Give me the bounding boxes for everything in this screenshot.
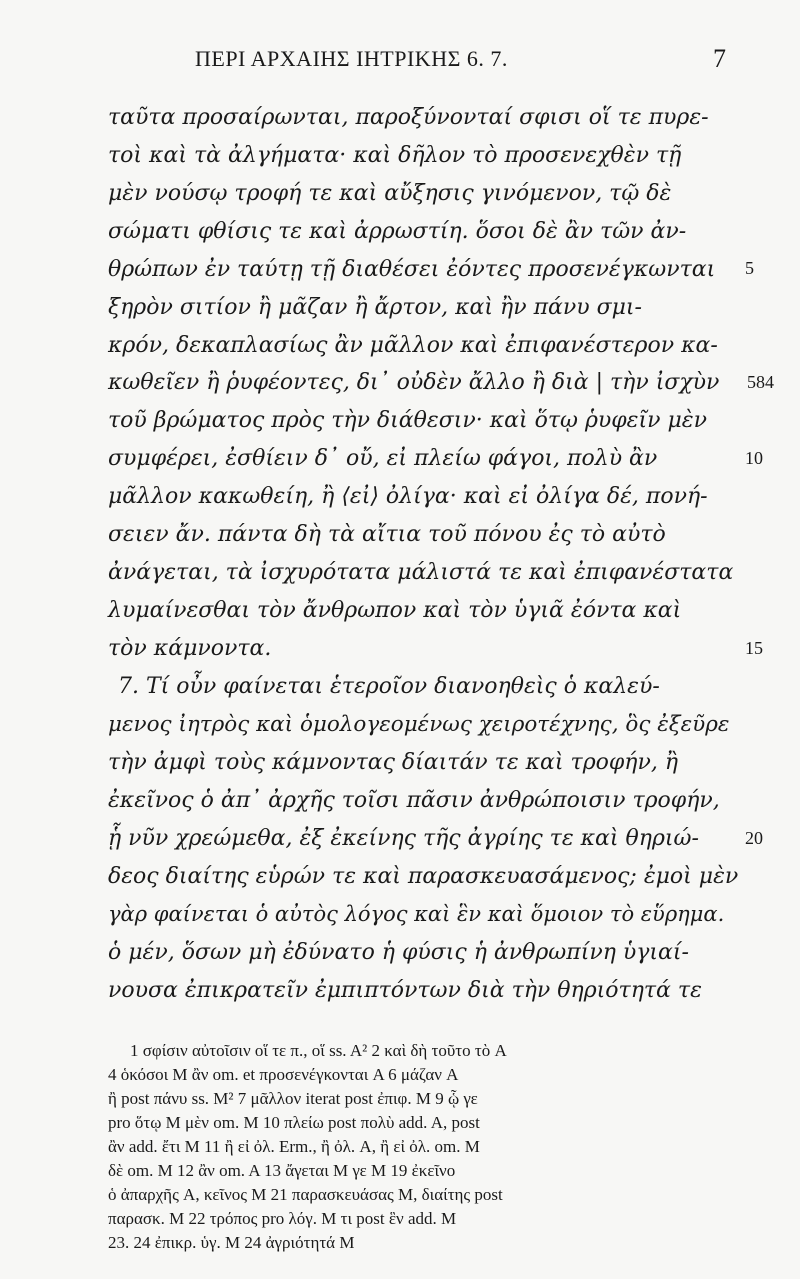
text-line: τοῦ βρώματος πρὸς τὴν διάθεσιν· καὶ ὅτῳ ῥυφεῖν μὲν: [108, 408, 707, 433]
text-line: δεος διαίτης εὑρών τε καὶ παρασκευασάμενος; ἐμοὶ μὲν: [108, 864, 739, 889]
text-line: μὲν νούσῳ τροφή τε καὶ αὔξησις γινόμενον, τῷ δὲ: [108, 181, 672, 206]
text-line: ταῦτα προσαίρωνται, παροξύνονταί σφισι οἵ τε πυρε-: [108, 105, 709, 130]
page-number: 7: [713, 44, 726, 73]
text-line: σώματι φθίσις τε καὶ ἀρρωστίη. ὅσοι δὲ ἂν τῶν ἀν-: [108, 219, 687, 244]
footnote-line: pro ὅτῳ M μὲν om. M 10 πλείω post πολὺ add. A, post: [108, 1113, 480, 1132]
line-number: 10: [745, 448, 763, 468]
text-line: θρώπων ἐν ταύτῃ τῇ διαθέσει ἐόντες προσενέγκωνται: [108, 257, 716, 282]
line-number: 20: [745, 828, 763, 848]
text-line: ᾗ νῦν χρεώμεθα, ἐξ ἐκείνης τῆς ἀγρίης τε καὶ θηριώ-: [108, 826, 699, 851]
text-line: τὴν ἀμφὶ τοὺς κάμνοντας δίαιτάν τε καὶ τροφήν, ἢ: [108, 750, 679, 775]
footnote-line: ἢ post πάνυ ss. M² 7 μᾶλλον iterat post ἐπιφ. M 9 ᾧ γε: [108, 1089, 478, 1108]
text-line: συμφέρει, ἐσθίειν δ᾽ οὔ, εἰ πλείω φάγοι, πολὺ ἂν: [108, 446, 658, 471]
footnote-line: 1 σφίσιν αὐτοῖσιν οἵ τε π., οἵ ss. A² 2 καὶ δὴ τοῦτο τὸ A: [130, 1041, 507, 1060]
footnote-line: παρασκ. M 22 τρόπος pro λόγ. M τι post ἓν add. M: [108, 1209, 457, 1228]
text-line: ὁ μέν, ὅσων μὴ ἐδύνατο ἡ φύσις ἡ ἀνθρωπίνη ὑγιαί-: [108, 940, 689, 965]
footnote-line: 4 ὁκόσοι M ἂν om. et προσενέγκονται A 6 μάζαν A: [108, 1065, 459, 1084]
footnote-line: ὁ ἀπαρχῆς A, κεῖνος M 21 παρασκευάσας M, διαίτης post: [108, 1185, 503, 1204]
text-line: σειεν ἄν. πάντα δὴ τὰ αἴτια τοῦ πόνου ἐς τὸ αὐτὸ: [108, 522, 666, 547]
text-line: ἀνάγεται, τὰ ἰσχυρότατα μάλιστά τε καὶ ἐπιφανέστατα: [108, 560, 734, 585]
footnote-line: δὲ om. M 12 ἂν om. A 13 ἄγεται M γε M 19 ἐκεῖνο: [108, 1161, 456, 1180]
running-head: ΠΕΡΙ ΑΡΧΑΙΗΣ ΙΗΤΡΙΚΗΣ 6. 7.: [195, 46, 508, 71]
text-line: νουσα ἐπικρατεῖν ἐμπιπτόντων διὰ τὴν θηριότητά τε: [108, 978, 702, 1003]
footnote-line: 23. 24 ἐπικρ. ὑγ. M 24 ἀγριότητά M: [108, 1233, 355, 1252]
text-line: ξηρὸν σιτίον ἢ μᾶζαν ἢ ἄρτον, καὶ ἢν πάνυ σμι-: [108, 295, 642, 320]
footnote-line: ἂν add. ἔτι M 11 ἢ εἰ ὀλ. Erm., ἢ ὀλ. A, ἢ εἰ ὀλ. om. M: [108, 1137, 480, 1156]
line-number: 15: [745, 638, 763, 658]
line-number: 5: [745, 258, 754, 278]
text-line: λυμαίνεσθαι τὸν ἄνθρωπον καὶ τὸν ὑγιᾶ ἐόντα καὶ: [108, 598, 682, 623]
text-line: τὸν κάμνοντα.: [108, 636, 272, 661]
text-line: 7. Τί οὖν φαίνεται ἑτεροῖον διανοηθεὶς ὁ καλεύ-: [118, 674, 660, 699]
text-line: μενος ἰητρὸς καὶ ὁμολογεομένως χειροτέχνης, ὃς ἐξεῦρε: [108, 712, 730, 737]
text-line: κωθεῖεν ἢ ῥυφέοντες, δι᾽ οὐδὲν ἄλλο ἢ διὰ | τὴν ἰσχὺν: [108, 370, 720, 395]
text-line: τοὶ καὶ τὰ ἀλγήματα· καὶ δῆλον τὸ προσενεχθὲν τῇ: [108, 143, 682, 168]
edition-page-marker: 584: [747, 372, 774, 392]
text-line: ἐκεῖνος ὁ ἀπ᾽ ἀρχῆς τοῖσι πᾶσιν ἀνθρώποισιν τροφήν,: [108, 788, 720, 813]
text-line: γὰρ φαίνεται ὁ αὐτὸς λόγος καὶ ἓν καὶ ὅμοιον τὸ εὕρημα.: [108, 902, 725, 926]
text-line: κρόν, δεκαπλασίως ἂν μᾶλλον καὶ ἐπιφανέστερον κα-: [108, 333, 718, 358]
text-line: μᾶλλον κακωθείη, ἢ ⟨εἰ⟩ ὀλίγα· καὶ εἰ ὀλίγα δέ, πονή-: [108, 484, 708, 509]
